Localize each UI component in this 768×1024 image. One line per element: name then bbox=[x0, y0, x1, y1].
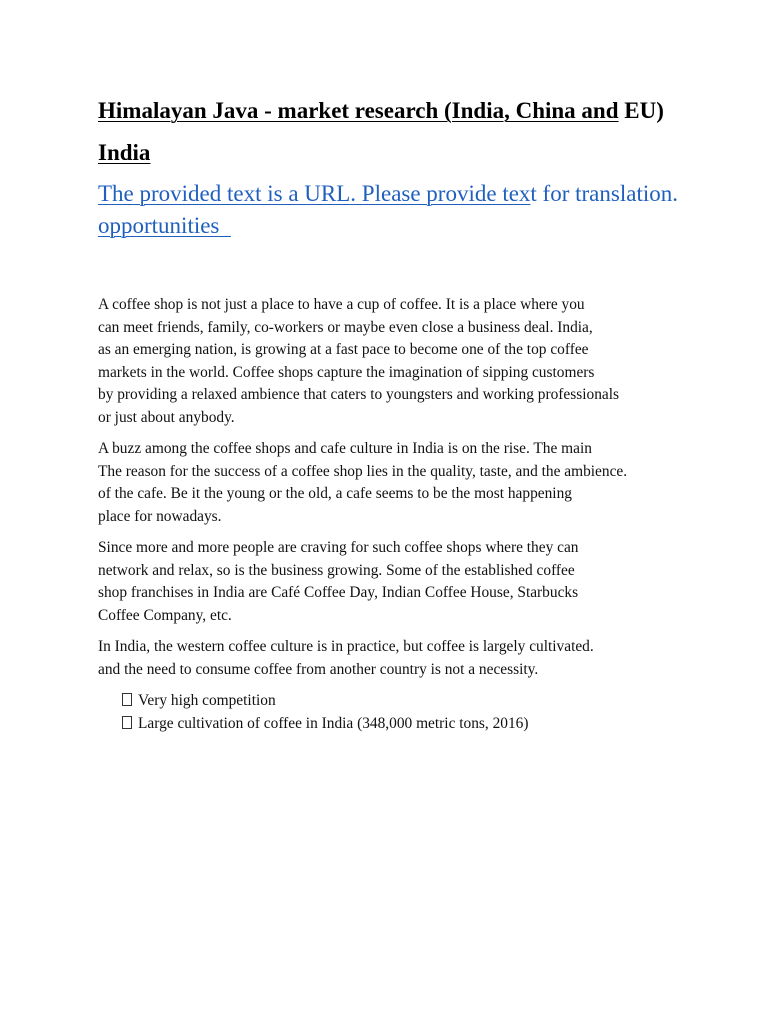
body-paragraph bbox=[98, 636, 698, 681]
paragraph-line: A coffee shop is not just a place to have a cup of coffee. It is a place where you bbox=[98, 296, 585, 313]
paragraph-line: A buzz among the coffee shops and cafe culture in India is on the rise. The main bbox=[98, 440, 592, 457]
hyperlink-underlined-text[interactable]: The provided text is a URL. Please provide tex bbox=[98, 181, 531, 206]
paragraph-line: Coffee Company, etc. bbox=[98, 606, 232, 624]
document-body bbox=[98, 294, 698, 735]
bullet-box-icon bbox=[122, 716, 132, 729]
paragraph-line: markets in the world. Coffee shops capture the imagination of sipping customers bbox=[98, 363, 595, 381]
paragraph-line: place for nowadays. bbox=[98, 507, 222, 525]
document-title-rest: EU) bbox=[618, 98, 664, 123]
paragraph-line: In India, the western coffee culture is in practice, but coffee is largely cultivated. bbox=[98, 638, 594, 655]
body-paragraph bbox=[98, 537, 698, 627]
paragraph-line: as an emerging nation, is growing at a fast pace to become one of the top coffee bbox=[98, 341, 589, 358]
hyperlink-line-1[interactable] bbox=[98, 178, 738, 210]
body-paragraph bbox=[98, 438, 698, 528]
document-title bbox=[98, 96, 664, 126]
paragraph-container bbox=[98, 294, 698, 681]
paragraph-line: Since more and more people are craving for such coffee shops where they can bbox=[98, 539, 579, 556]
document-title-underlined: Himalayan Java - market research (India, China and bbox=[98, 98, 619, 123]
bullet-text: Very high competition bbox=[138, 692, 276, 709]
section-heading-india: India bbox=[98, 140, 151, 165]
hyperlink-trailing-text[interactable]: t for translation. bbox=[530, 181, 678, 206]
paragraph-line: and the need to consume coffee from another country is not a necessity. bbox=[98, 660, 539, 678]
bullet-text: Large cultivation of coffee in India (348,000 metric tons, 2016) bbox=[138, 714, 529, 732]
paragraph-line: or just about anybody. bbox=[98, 408, 235, 426]
paragraph-line: by providing a relaxed ambience that caters to youngsters and working professionals bbox=[98, 386, 619, 403]
bullet-box-icon bbox=[122, 693, 132, 706]
hyperlink-line-2[interactable] bbox=[98, 210, 738, 242]
paragraph-line: The reason for the success of a coffee shop lies in the quality, taste, and the ambience. bbox=[98, 462, 628, 480]
body-paragraph bbox=[98, 294, 698, 429]
paragraph-line: can meet friends, family, co-workers or maybe even close a business deal. India, bbox=[98, 318, 593, 336]
hyperlink-line-2-text[interactable]: opportunities bbox=[98, 213, 220, 238]
bullet-item bbox=[122, 713, 698, 736]
bullet-item bbox=[122, 690, 698, 713]
hyperlink-block[interactable] bbox=[98, 178, 738, 242]
paragraph-line: shop franchises in India are Café Coffee Day, Indian Coffee House, Starbucks bbox=[98, 584, 579, 601]
paragraph-line: of the cafe. Be it the young or the old, a cafe seems to be the most happening bbox=[98, 485, 572, 502]
paragraph-line: network and relax, so is the business growing. Some of the established coffee bbox=[98, 561, 575, 579]
bullet-list bbox=[98, 690, 698, 735]
